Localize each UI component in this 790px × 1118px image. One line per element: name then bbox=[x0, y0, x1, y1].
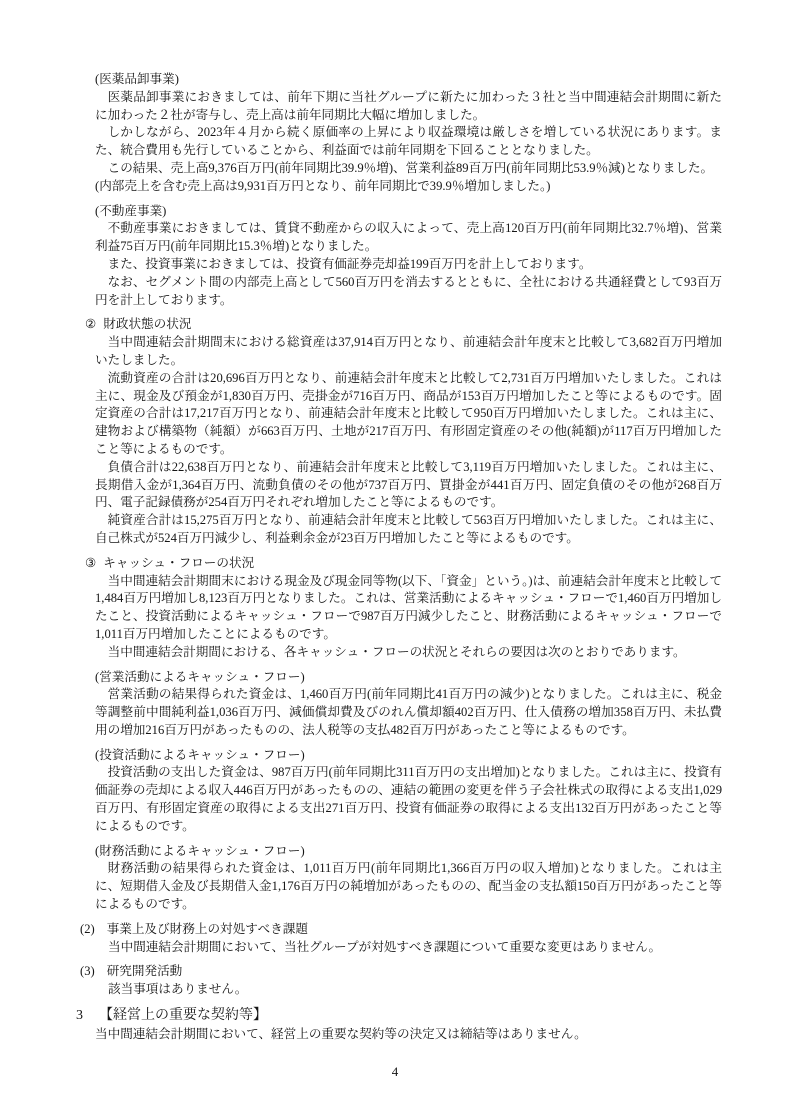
main-heading bbox=[76, 1006, 726, 1025]
spacer bbox=[0, 914, 790, 921]
spacer bbox=[0, 740, 790, 747]
heading-title: キャッシュ・フローの状況 bbox=[103, 555, 255, 570]
paragraph: なお、セグメント間の内部売上高として560百万円を消去するとともに、全社における共通経費として93百万円を計上しております。 bbox=[95, 274, 722, 307]
paragraph: 純資産合計は15,275百万円となり、前連結会計年度末と比較して563百万円増加いたしました。これは主に、自己株式が524百万円減少し、利益剰余金が23百万円増加したこと等によるものです。 bbox=[95, 513, 722, 545]
paragraph: この結果、売上高9,376百万円(前年同期比39.9％増)、営業利益89百万円(前年同期比53.9％減)となりました。 bbox=[107, 160, 714, 175]
paragraph: 不動産事業におきましては、賃貸不動産からの収入によって、売上高120百万円(前年同期比32.7％増)、営業利益75百万円(前年同期比15.3％増)となりました。 bbox=[95, 221, 722, 254]
spacer bbox=[0, 309, 790, 316]
paragraph: 当中間連結会計期間末における総資産は37,914百万円となり、前連結会計年度末と比較して3,682百万円増加いたしました。 bbox=[95, 335, 722, 367]
heading-title: 【経営上の重要な契約等】 bbox=[99, 1008, 267, 1024]
spacer bbox=[0, 999, 790, 1006]
heading-title: 財政状態の状況 bbox=[103, 317, 192, 332]
paragraph: また、投資事業におきましては、投資有価証券売却益199百万円を計上しております。 bbox=[107, 256, 592, 271]
spacer bbox=[0, 836, 790, 843]
paragraph: 流動資産の合計は20,696百万円となり、前連結会計年度末と比較して2,731百万円増加いたしました。これは主に、現金及び預金が1,830百万円、売掛金が716百万円、商品が153百万円増加したこと等によるものです。固定資産の合計は17,217百万円となり、前連結会計年度末と比較して950百万円増加いたしました。これは主に、建物および構築物（純額）が663百万円、土地が217百万円、有形固定資産のその他(純額)が117百万円増加したこと等によるものです。 bbox=[95, 370, 722, 456]
paragraph: 投資活動の支出した資金は、987百万円(前年同期比311百万円の支出増加)となりました。これは主に、投資有価証券の売却による収入446百万円があったものの、連結の範囲の変更を伴う子会社株式の取得による支出1,029百万円、有形固定資産の取得による支出271百万円、投資有価証券の取得による支出132百万円があったこと等によるものです。 bbox=[95, 765, 722, 833]
spacer bbox=[0, 548, 790, 555]
paragraph: 該当事項はありません。 bbox=[108, 982, 248, 997]
section-label: (財務活動によるキャッシュ・フロー) bbox=[95, 843, 305, 858]
paragraph: (内部売上を含む売上高は9,931百万円となり、前年同期比で39.9％増加しました。) bbox=[95, 178, 551, 193]
section-label: (不動産事業) bbox=[95, 203, 167, 218]
paragraph: 当中間連結会計期間において、経営上の重要な契約等の決定又は締結等はありません。 bbox=[95, 1027, 587, 1042]
section-label: (投資活動によるキャッシュ・フロー) bbox=[95, 747, 305, 762]
heading-number: (3) bbox=[80, 964, 95, 979]
subsection-heading bbox=[85, 555, 725, 573]
paragraph: 当中間連結会計期間において、当社グループが対処すべき課題について重要な変更はありません。 bbox=[108, 939, 662, 954]
heading-number: ③ bbox=[85, 555, 97, 570]
heading-title: 事業上及び財務上の対処すべき課題 bbox=[106, 921, 308, 936]
subsection-heading bbox=[85, 316, 725, 334]
heading-number: ② bbox=[85, 317, 97, 332]
spacer bbox=[0, 956, 790, 963]
section-label: (医薬品卸事業) bbox=[95, 72, 179, 86]
spacer bbox=[0, 196, 790, 203]
paragraph: しかしながら、2023年４月から続く原価率の上昇により収益環境は厳しさを増している状況にあります。また、統合費用も先行していることから、利益面では前年同期を下回ることとなりました。 bbox=[95, 125, 722, 158]
heading-title: 研究開発活動 bbox=[106, 964, 183, 979]
heading-number: (2) bbox=[80, 921, 95, 936]
spacer bbox=[0, 662, 790, 669]
section-label: (営業活動によるキャッシュ・フロー) bbox=[95, 669, 305, 684]
page-number: 4 bbox=[391, 1064, 399, 1079]
paragraph: 当中間連結会計期間末における現金及び現金同等物(以下、「資金」という。)は、前連結会計年度末と比較して1,484百万円増加し8,123百万円となりました。これは、営業活動によるキャッシュ・フローで1,460百万円増加したこと、投資活動によるキャッシュ・フローで987百万円減少したこと、財務活動によるキャッシュ・フローで1,011百万円増加したことによるものです。 bbox=[95, 573, 722, 641]
item-heading bbox=[80, 963, 725, 981]
paragraph: 当中間連結会計期間における、各キャッシュ・フローの状況とそれらの要因は次のとおりであります。 bbox=[107, 644, 686, 659]
paragraph: 医薬品卸事業におきましては、前年下期に当社グループに新たに加わった３社と当中間連結会計期間に新たに加わった２社が寄与し、売上高は前年同期比大幅に増加しました。 bbox=[95, 89, 722, 122]
item-heading bbox=[80, 921, 725, 939]
paragraph: 営業活動の結果得られた資金は、1,460百万円(前年同期比41百万円の減少)となりました。これは主に、税金等調整前中間純利益1,036百万円、減価償却費及びのれん償却額402百万円、仕入債務の増加358百万円、未払費用の増加216百万円があったものの、法人税等の支払482百万円があったこと等によるものです。 bbox=[95, 687, 722, 737]
heading-number: 3 bbox=[76, 1008, 83, 1024]
paragraph: 財務活動の結果得られた資金は、1,011百万円(前年同期比1,366百万円の収入増加)となりました。これは主に、短期借入金及び長期借入金1,176百万円の純増加があったものの、配当金の支払額150百万円があったこと等によるものです。 bbox=[95, 861, 722, 912]
paragraph: 負債合計は22,638百万円となり、前連結会計年度末と比較して3,119百万円増加いたしました。これは主に、長期借入金が1,364百万円、流動負債のその他が737百万円、買掛金が441百万円、固定負債のその他が268百万円、電子記録債務が254百万円それぞれ増加したこと等によるものです。 bbox=[95, 459, 722, 510]
